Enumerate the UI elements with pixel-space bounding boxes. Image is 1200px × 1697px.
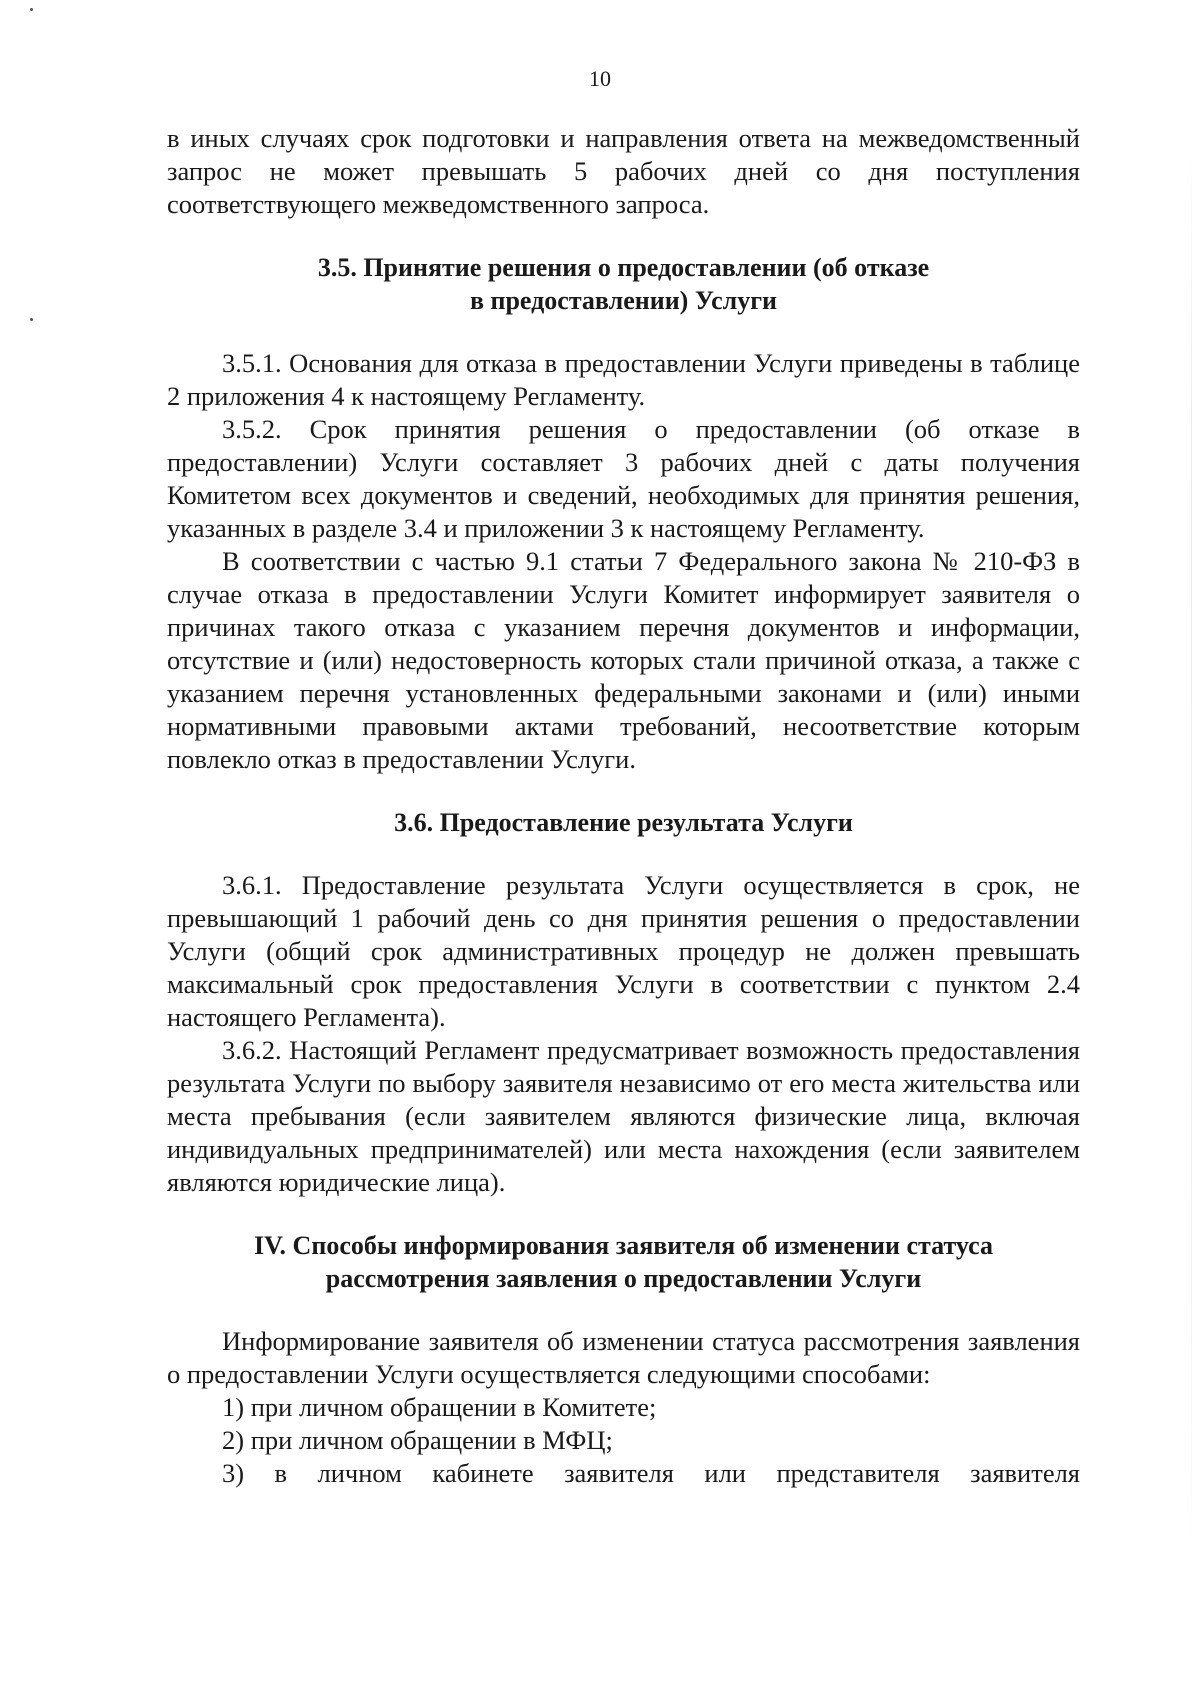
paragraph-3-6-2: 3.6.2. Настоящий Регламент предусматривает возможность предоставления результата Услуги по выбору заявителя независимо от его места жительства или места пребывания (если заявителем являются физические лица, включая индивидуальных предпринимателей) или места нахождения (если заявителем являются юридические лица). (167, 1035, 1080, 1197)
page-number: 10 (589, 66, 611, 91)
paragraph-refusal-information: В соответствии с частью 9.1 статьи 7 Федерального закона № 210-ФЗ в случае отказа в предоставлении Услуги Комитет информирует заявителя о причинах такого отказа с указанием перечня документов и информации, отсутствие и (или) недостоверность которых стали причиной отказа, а также с указанием перечня установленных федеральными законами и (или) иными нормативными правовыми актами требований, несоответствие которым повлекло отказ в предоставлении Услуги. (167, 546, 1080, 774)
scan-edge-shadow (1191, 150, 1192, 1550)
paragraph-3-6-1: 3.6.1. Предоставление результата Услуги осуществляется в срок, не превышающий 1 рабочий день со дня принятия решения о предоставлении Услуги (общий срок административных процедур не должен превышать максимальный срок предоставления Услуги в соответствии с пунктом 2.4 настоящего Регламента). (167, 870, 1080, 1032)
document-body (167, 122, 1080, 1490)
paragraph-status-information: Информирование заявителя об изменении статуса рассмотрения заявления о предоставлении Услуги осуществляется следующими способами: (167, 1326, 1080, 1389)
section-heading-3-5-line2: в предоставлении) Услуги (469, 286, 778, 315)
section-heading-iv-line1: IV. Способы информирования заявителя об изменении статуса (254, 1231, 993, 1260)
section-heading-3-6: 3.6. Предоставление результата Услуги (394, 808, 853, 837)
list-item-mfc: 2) при личном обращении в МФЦ; (222, 1425, 613, 1455)
list-item-committee: 1) при личном обращении в Комитете; (222, 1392, 657, 1422)
paragraph-3-5-2: 3.5.2. Срок принятия решения о предоставлении (об отказе в предоставлении) Услуги составляет 3 рабочих дней с даты получения Комитетом всех документов и сведений, необходимых для принятия решения, указанных в разделе 3.4 и приложении 3 к настоящему Регламенту. (167, 414, 1080, 543)
list-item-personal-account: 3) в личном кабинете заявителя или представителя заявителя (222, 1458, 1080, 1488)
section-heading-iv-line2: рассмотрения заявления о предоставлении Услуги (325, 1264, 922, 1293)
paragraph-interdepartmental-response: в иных случаях срок подготовки и направления ответа на межведомственный запрос не может превышать 5 рабочих дней со дня поступления соответствующего межведомственного запроса. (167, 123, 1080, 219)
scan-speck (30, 318, 33, 321)
paragraph-3-5-1: 3.5.1. Основания для отказа в предоставлении Услуги приведены в таблице 2 приложения 4 к настоящему Регламенту. (167, 348, 1080, 411)
section-heading-3-5-line1: 3.5. Принятие решения о предоставлении (об отказе (317, 253, 930, 282)
scan-speck (30, 8, 33, 11)
